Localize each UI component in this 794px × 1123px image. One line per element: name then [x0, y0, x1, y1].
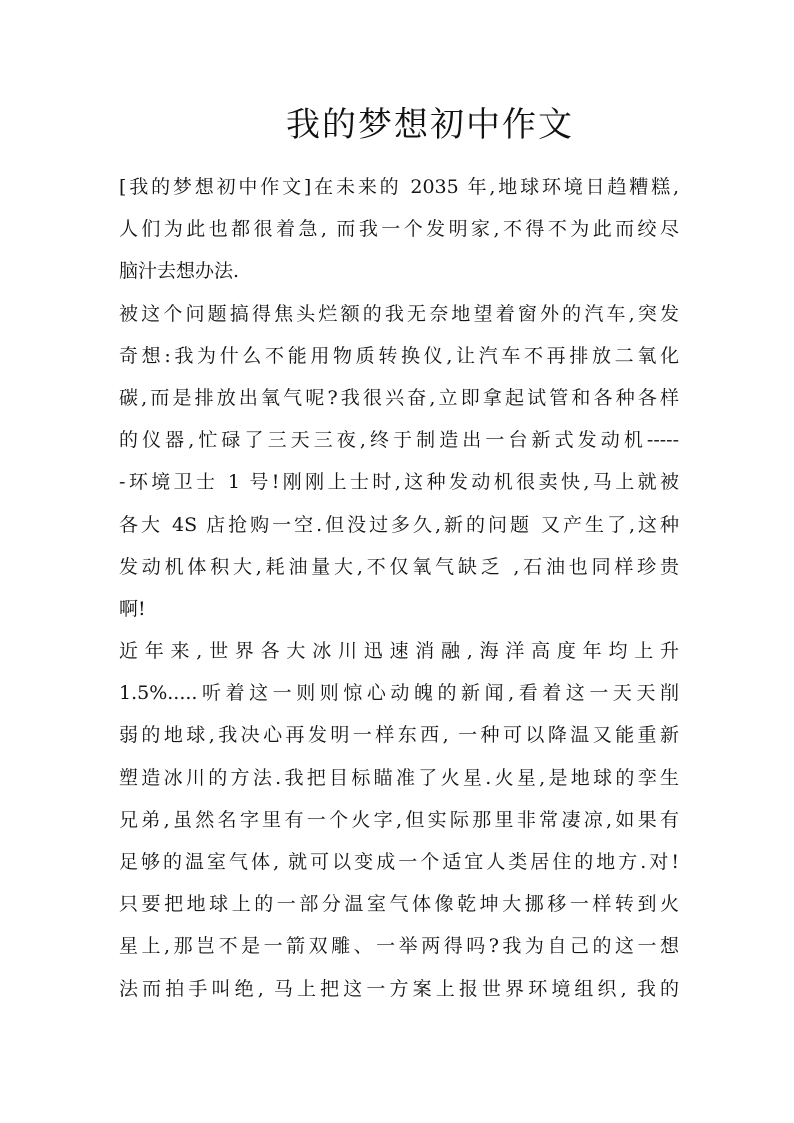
- text-line: 弱的地球,我决心再发明一样东西, 一种可以降温又能重新: [119, 724, 679, 747]
- text-line: 碳,而是排放出氧气呢?我很兴奋,立即拿起试管和各种各样: [119, 386, 679, 409]
- text-line: 的仪器,忙碌了三天三夜,终于制造出一台新式发动机-----: [119, 429, 679, 452]
- text-line: 脑汁去想办法.: [119, 260, 240, 283]
- document-title: 我的梦想初中作文: [286, 105, 574, 145]
- text-line: 啊!: [119, 597, 146, 620]
- text-line: 只要把地球上的一部分温室气体像乾坤大挪移一样转到火: [119, 893, 679, 916]
- text-line: 塑造冰川的方法.我把目标瞄准了火星.火星,是地球的孪生: [119, 766, 679, 789]
- document-body: [119, 166, 679, 1010]
- text-line: 兄弟,虽然名字里有一个火字,但实际那里非常凄凉,如果有: [119, 808, 679, 831]
- text-line: 足够的温室气体, 就可以变成一个适宜人类居住的地方.对!: [119, 851, 679, 873]
- text-line: [我的梦想初中作文]在未来的 2035 年,地球环境日趋糟糕,: [119, 176, 679, 198]
- text-line: 1.5%.....听着这一则则惊心动魄的新闻,看着这一天天削: [119, 682, 679, 705]
- text-line: 近年来,世界各大冰川迅速消融,海洋高度年均上升: [119, 640, 679, 663]
- text-line: 奇想:我为什么不能用物质转换仪,让汽车不再排放二氧化: [119, 344, 679, 367]
- text-line: 法而拍手叫绝, 马上把这一方案上报世界环境组织, 我的: [119, 977, 679, 1000]
- text-line: 发动机体积大,耗油量大,不仅氧气缺乏 ,石油也同样珍贵: [119, 555, 679, 578]
- text-line: -环境卫士 1 号!刚刚上士时,这种发动机很卖快,马上就被: [119, 471, 679, 494]
- text-line: 星上,那岂不是一箭双雕、一举两得吗?我为自己的这一想: [119, 935, 679, 958]
- text-line: 各大 4S 店抢购一空.但没过多久,新的问题 又产生了,这种: [119, 513, 679, 536]
- text-line: 人们为此也都很着急, 而我一个发明家,不得不为此而绞尽: [119, 218, 679, 241]
- text-line: 被这个问题搞得焦头烂额的我无奈地望着窗外的汽车,突发: [119, 302, 679, 325]
